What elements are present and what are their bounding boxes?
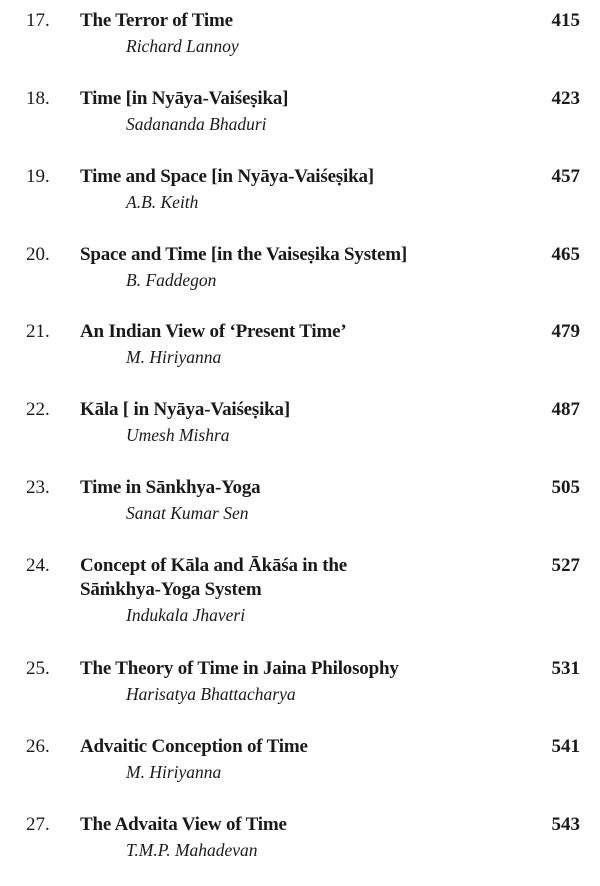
entry-page-number: 457 [551,166,580,187]
entry-author: M. Hiriyanna [126,347,222,367]
entry-title: Concept of Kāla and Ākāśa in the [80,555,348,576]
entry-page-number: 423 [551,88,580,109]
entry-title: An Indian View of ‘Present Time’ [80,321,347,342]
entry-page-number: 465 [551,244,580,265]
entry-page-number: 527 [551,555,580,576]
entry-title: Kāla [ in Nyāya-Vaiśeṣika] [80,399,290,420]
entry-number: 21. [26,321,50,342]
entry-author: Harisatya Bhattacharya [126,684,296,704]
entry-number: 17. [26,10,50,31]
entry-title: The Terror of Time [80,10,233,31]
entry-page-number: 415 [551,10,580,31]
entry-page-number: 543 [551,814,580,835]
entry-author: M. Hiriyanna [126,762,222,782]
entry-page-number: 479 [551,321,580,342]
entry-number: 24. [26,555,50,576]
entry-title: The Theory of Time in Jaina Philosophy [80,658,399,679]
entry-title-continuation: Sāṁkhya-Yoga System [80,579,262,600]
entry-author: Umesh Mishra [126,425,230,445]
entry-author: Sadananda Bhaduri [126,114,267,134]
entry-page-number: 541 [551,736,580,757]
entry-number: 23. [26,477,50,498]
entry-number: 22. [26,399,50,420]
entry-title: Time and Space [in Nyāya-Vaiśeṣika] [80,166,374,187]
entry-title: Time [in Nyāya-Vaiśeṣika] [80,88,289,109]
entry-page-number: 487 [551,399,580,420]
entry-title: Time in Sānkhya-Yoga [80,477,261,498]
entry-author: Richard Lannoy [126,36,239,56]
entry-number: 18. [26,88,50,109]
entry-page-number: 531 [551,658,580,679]
entry-author: T.M.P. Mahadevan [126,840,258,860]
entry-title: The Advaita View of Time [80,814,287,835]
entry-title: Space and Time [in the Vaiseṣika System] [80,244,408,265]
entry-number: 19. [26,166,50,187]
entry-number: 25. [26,658,50,679]
entry-page-number: 505 [551,477,580,498]
entry-title: Advaitic Conception of Time [80,736,308,757]
entry-number: 27. [26,814,50,835]
entry-number: 20. [26,244,50,265]
entry-author: A.B. Keith [126,192,199,212]
entry-author: Indukala Jhaveri [126,605,246,625]
entry-author: B. Faddegon [126,270,217,290]
entry-author: Sanat Kumar Sen [126,503,249,523]
entry-number: 26. [26,736,50,757]
